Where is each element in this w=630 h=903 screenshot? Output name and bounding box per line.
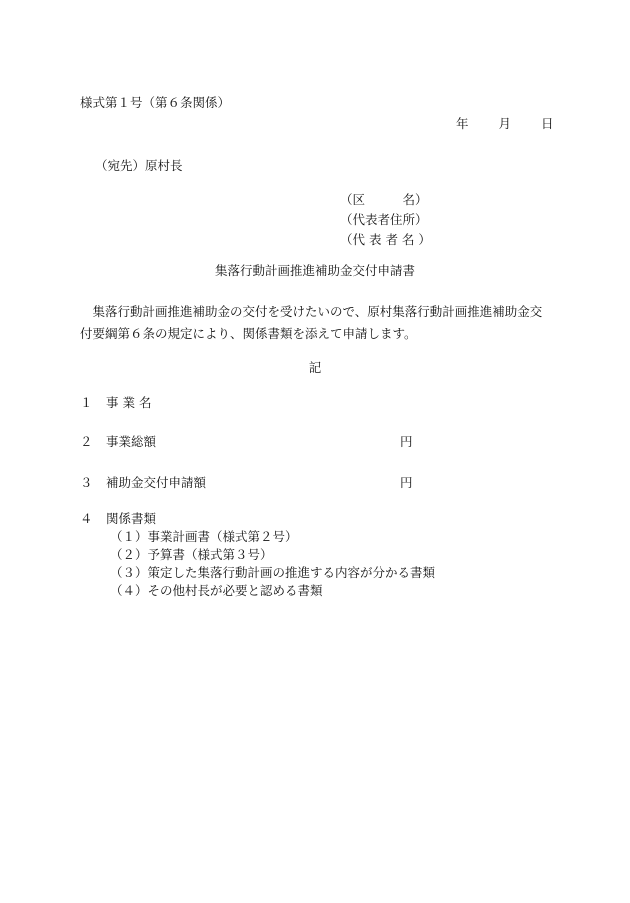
item-label: 補助金交付申請額	[106, 475, 207, 490]
date-year: 年	[456, 116, 469, 131]
item-related-documents	[80, 511, 156, 527]
ki-heading: 記	[308, 360, 322, 375]
document-item: （４）その他村長が必要と認める書類	[110, 583, 323, 598]
body-text: 集落行動計画推進補助金の交付を受けたいので、原村集落行動計画推進補助金交付要綱第６条の規定により、関係書類を添えて申請します。	[80, 304, 543, 341]
document-item: （２）予算書（様式第３号）	[110, 547, 273, 562]
item-number: ３	[80, 475, 93, 490]
applicant-address: （代表者住所）	[340, 212, 428, 227]
item-subsidy-amount	[80, 475, 206, 491]
applicant-district: （区 名）	[340, 192, 428, 207]
item-business-name	[80, 395, 151, 411]
document-item: （１）事業計画書（様式第２号）	[110, 529, 298, 544]
date-line	[456, 116, 554, 132]
document-item: （３）策定した集落行動計画の推進する内容が分かる書類	[110, 565, 436, 580]
applicant-block	[340, 190, 431, 250]
documents-list	[110, 528, 435, 600]
item-label: 事業総額	[106, 434, 157, 449]
addressee: （宛先）原村長	[95, 158, 183, 173]
item-label: 事 業 名	[106, 395, 152, 410]
item-label: 関係書類	[106, 511, 157, 526]
yen-unit: 円	[400, 475, 413, 490]
yen-unit: 円	[400, 434, 413, 449]
form-number: 様式第１号（第６条関係）	[80, 95, 231, 110]
item-number: ４	[80, 511, 93, 526]
item-number: ２	[80, 434, 93, 449]
document-title: 集落行動計画推進補助金交付申請書	[214, 263, 415, 278]
item-number: １	[80, 395, 93, 410]
date-month: 月	[498, 116, 512, 131]
item-total-cost	[80, 434, 156, 450]
applicant-representative: （代 表 者 名 ）	[340, 232, 431, 247]
date-day: 日	[541, 116, 554, 131]
